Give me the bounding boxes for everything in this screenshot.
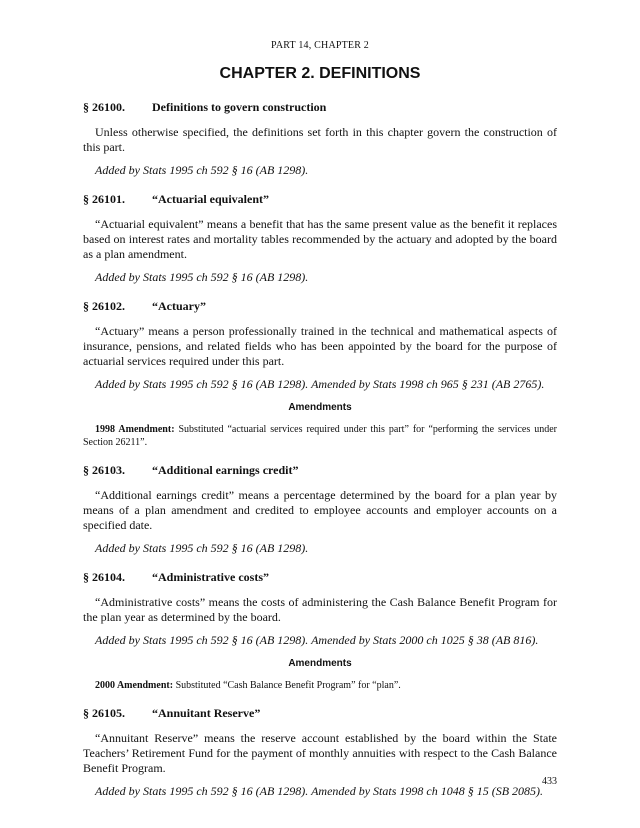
section-text: “Additional earnings credit” means a percentage determined by the board for a plan year by means of a plan amendment and credited to employee accounts and employer accounts on a specified date. [83,488,557,532]
section-26100 [83,100,557,178]
section-text: “Administrative costs” means the costs of administering the Cash Balance Benefit Program for the plan year as determined by the board. [83,595,557,624]
section-history: Added by Stats 1995 ch 592 § 16 (AB 1298). [95,270,309,284]
section-number: § 26104. [83,570,125,584]
section-number: § 26100. [83,100,125,114]
amendment-text: Substituted “actuarial services required under this part” for “performing the services under Section 26211”. [83,424,557,448]
section-history: Added by Stats 1995 ch 592 § 16 (AB 1298). [95,541,309,555]
section-title: “Annuitant Reserve” [152,706,261,720]
section-26104 [83,570,557,692]
section-heading [83,570,557,585]
section-text: “Annuitant Reserve” means the reserve account established by the board within the State Teachers’ Retirement Fund for the payment of monthly annuities with respect to the Cash Balance Benefit Program. [83,731,557,775]
section-heading [83,192,557,207]
section-heading [83,100,557,115]
section-26105 [83,706,557,799]
section-history: Added by Stats 1995 ch 592 § 16 (AB 1298). Amended by Stats 2000 ch 1025 § 38 (AB 816). [95,633,539,647]
page-number: 433 [542,776,557,787]
section-number: § 26103. [83,463,125,477]
amendment-label: 1998 Amendment: [95,424,175,435]
section-title: “Administrative costs” [152,570,269,584]
section-number: § 26102. [83,299,125,313]
amendment-text: Substituted “Cash Balance Benefit Program” for “plan”. [175,680,401,691]
amendment-note [83,423,557,449]
section-heading [83,706,557,721]
chapter-title: CHAPTER 2. DEFINITIONS [219,65,421,82]
amendments-heading: Amendments [288,402,352,413]
section-title: “Additional earnings credit” [152,463,299,477]
section-text: “Actuarial equivalent” means a benefit that has the same present value as the benefit it replaces based on interest rates and mortality tables recommended by the actuary and adopted by the board as a plan amendment. [83,217,557,261]
amendments-heading: Amendments [288,658,352,669]
section-history: Added by Stats 1995 ch 592 § 16 (AB 1298). Amended by Stats 1998 ch 1048 § 15 (SB 2085). [95,784,544,798]
section-title: Definitions to govern construction [152,100,327,114]
section-26102 [83,299,557,449]
amendment-note [83,679,557,692]
amendment-label: 2000 Amendment: [95,680,174,691]
section-number: § 26105. [83,706,125,720]
section-heading [83,299,557,314]
section-heading [83,463,557,478]
section-history: Added by Stats 1995 ch 592 § 16 (AB 1298). Amended by Stats 1998 ch 965 § 231 (AB 2765). [95,377,545,391]
section-title: “Actuarial equivalent” [152,192,269,206]
section-26101 [83,192,557,285]
section-history: Added by Stats 1995 ch 592 § 16 (AB 1298). [95,163,309,177]
section-title: “Actuary” [152,299,206,313]
section-text: “Actuary” means a person professionally trained in the technical and mathematical aspects of insurance, pensions, and related fields who has been appointed by the board for the purpose of actuarial services required under this part. [83,324,557,368]
running-head: PART 14, CHAPTER 2 [270,40,370,51]
section-number: § 26101. [83,192,125,206]
section-26103 [83,463,557,556]
section-text: Unless otherwise specified, the definitions set forth in this chapter govern the construction of this part. [83,125,557,154]
content [83,100,557,813]
